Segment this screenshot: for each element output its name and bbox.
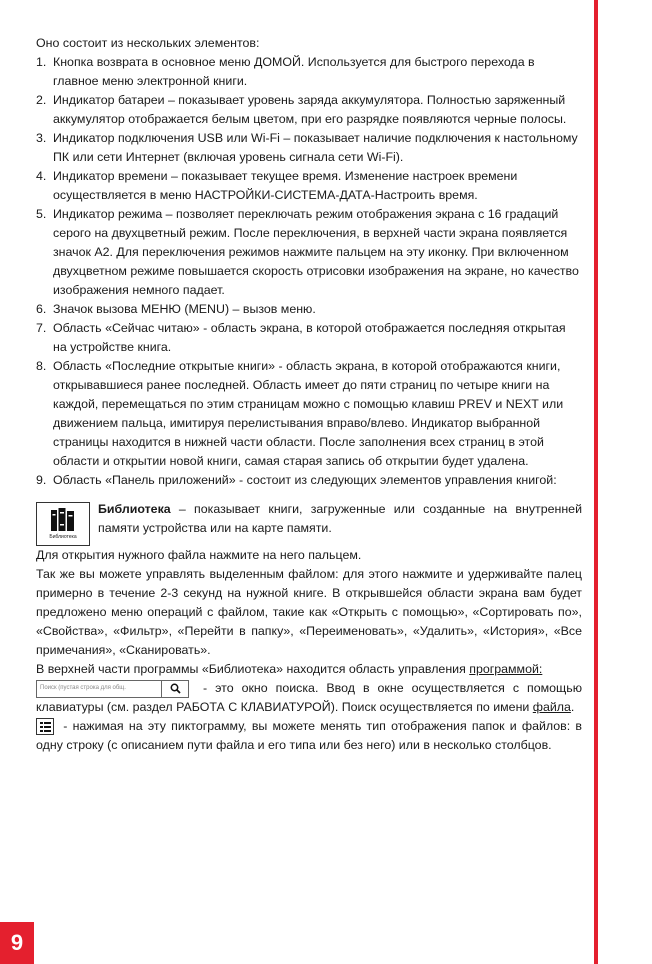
page-edge-stripe bbox=[594, 0, 598, 964]
search-icon bbox=[170, 683, 181, 694]
list-item: 1. Кнопка возврата в основное меню ДОМОЙ. Используется для быстрого перехода в главное меню электронной книги. bbox=[36, 55, 535, 88]
library-block bbox=[36, 496, 582, 546]
library-title: Библиотека bbox=[98, 502, 171, 516]
list-item: 6. Значок вызова МЕНЮ (MENU) – вызов меню. bbox=[36, 302, 316, 316]
top-area-text: В верхней части программы «Библиотека» находится область управления программой: bbox=[36, 662, 543, 676]
search-paragraph: Поиск (пустая строка для общ. - это окно поиска. Ввод в окне осуществляется с помощью клавиатуры (см. раздел РАБОТА С КЛАВИАТУРОЙ). Поиск осуществляется по имени файла. bbox=[36, 681, 582, 714]
list-item: 5. Индикатор режима – позволяет переключать режим отображения экрана с 16 градаций серого на двухцветный режим. После переключения, в верхней части экрана появляется значок А2. Для переключения режимов нажмите пальцем на эту иконку. При включенном двухцветном режиме повышается скорость отрисовки изображения на экране, но качество изображения немного падает. bbox=[36, 207, 579, 297]
intro-text: Оно состоит из нескольких элементов: bbox=[36, 36, 260, 50]
books-icon bbox=[50, 508, 76, 532]
view-mode-paragraph: - нажимая на эту пиктограмму, вы можете менять тип отображения папок и файлов: в одну строку (с описанием пути файла и его типа или без него) или в несколько столбцов. bbox=[36, 719, 582, 752]
element-list bbox=[36, 53, 582, 490]
manage-file-text: Так же вы можете управлять выделенным файлом: для этого нажмите и удерживайте палец примерно в течение 2-3 секунд на нужной книге. В открывшейся области экрана вам будет предложено меню операций с файлом, такие как «Открыть с помощью», «Сортировать по», «Свойства», «Фильтр», «Перейти в папку», «Переименовать», «Удалить», «История», «Все примечания», «Сканировать». bbox=[36, 567, 582, 657]
search-input: Поиск (пустая строка для общ. bbox=[40, 685, 126, 692]
list-item: 2. Индикатор батареи – показывает уровень заряда аккумулятора. Полностью заряженный аккумулятор отображается белым цветом, при его разрядке появляются черные полосы. bbox=[36, 93, 567, 126]
list-item: 4. Индикатор времени – показывает текущее время. Изменение настроек времени осуществляется в меню НАСТРОЙКИ-СИСТЕМА-ДАТА-Настроить время. bbox=[36, 169, 518, 202]
list-item: 9. Область «Панель приложений» - состоит из следующих элементов управления книгой: bbox=[36, 473, 557, 487]
open-file-text: Для открытия нужного файла нажмите на него пальцем. bbox=[36, 548, 362, 562]
list-item: 3. Индикатор подключения USB или Wi-Fi – показывает наличие подключения к настольному ПК или сети Интернет (включая уровень сигнала сети Wi-Fi). bbox=[36, 131, 578, 164]
search-button bbox=[161, 681, 188, 697]
list-view-icon bbox=[36, 718, 54, 735]
page-content bbox=[36, 34, 582, 755]
library-description: Библиотека – показывает книги, загруженные или созданные на внутренней памяти устройства или на карте памяти. bbox=[98, 502, 582, 535]
page-number: 9 bbox=[0, 922, 34, 964]
list-item: 8. Область «Последние открытые книги» - область экрана, в которой отображаются книги, открывавшиеся ранее последней. Область имеет до пяти страниц по четыре книги на каждой, перемещаться по этим страницам можно с помощью клавиш PREV и NEXT или движением пальца, имитируя перелистывания вправо/влево. Индикатор выбранной страницы находится в нижней части области. После заполнения всех страниц в этой области и открытии новой книги, самая старая запись об открытии будет удалена. bbox=[36, 359, 564, 468]
search-box bbox=[36, 680, 189, 698]
library-app-icon: Библиотека bbox=[36, 502, 90, 546]
list-item: 7. Область «Сейчас читаю» - область экрана, в которой отображается последняя открытая на устройстве книга. bbox=[36, 321, 566, 354]
